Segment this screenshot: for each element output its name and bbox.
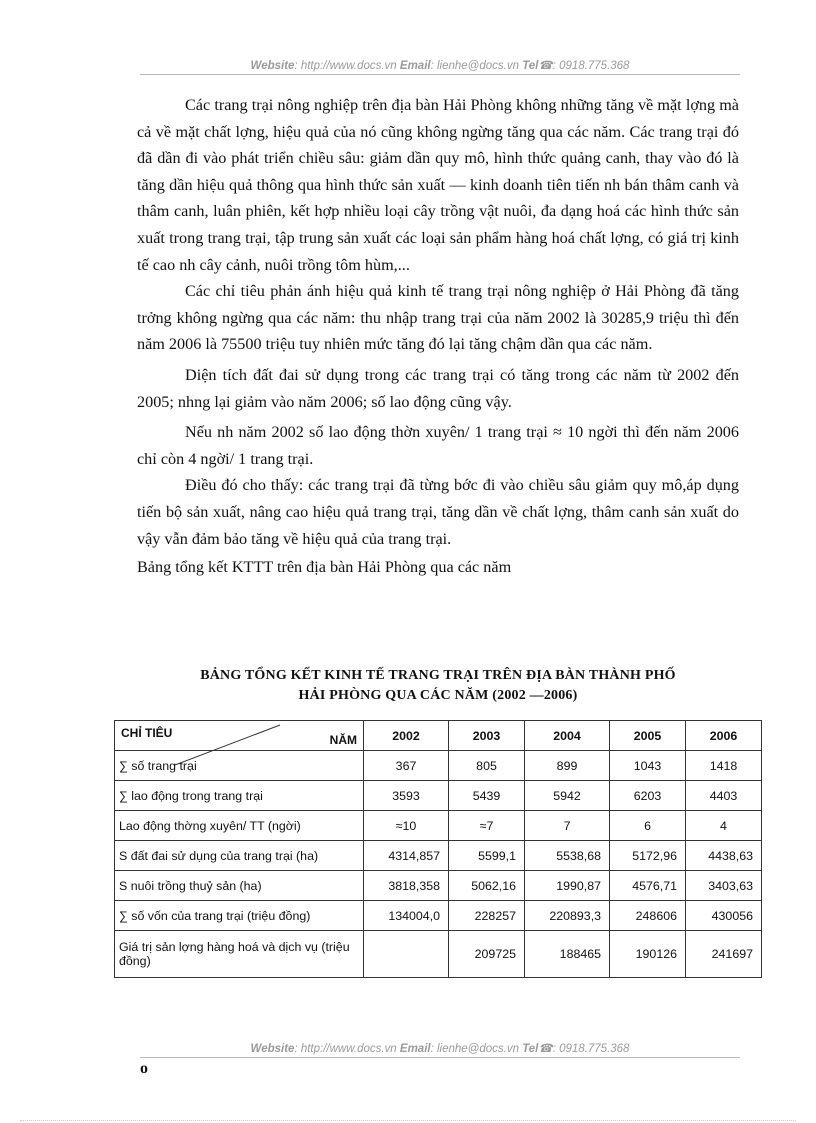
table-cell: 190126 (610, 931, 686, 978)
corner-top-label: CHỈ TIÊU (121, 726, 173, 740)
table-cell: 3593 (364, 781, 449, 811)
table-cell: 3403,63 (686, 871, 762, 901)
summary-table (114, 720, 762, 978)
table-row (115, 841, 762, 871)
header-rule (140, 74, 740, 75)
table-header-row (115, 721, 762, 751)
year-header: 2004 (525, 721, 610, 751)
table-cell: 209725 (449, 931, 525, 978)
corner-cell (115, 721, 364, 751)
table-cell: 430056 (686, 901, 762, 931)
table-cell: 4403 (686, 781, 762, 811)
tel-label: Tel (522, 1043, 539, 1055)
email-label: Email (399, 60, 431, 72)
table-cell: 1043 (610, 751, 686, 781)
year-header: 2006 (686, 721, 762, 751)
table-cell (364, 931, 449, 978)
website-value[interactable]: : http://www.docs.vn (294, 1043, 397, 1055)
table-cell: 899 (525, 751, 610, 781)
table-cell: 7 (525, 811, 610, 841)
table-title (137, 666, 739, 706)
table-cell: 134004,0 (364, 901, 449, 931)
table-cell: 5942 (525, 781, 610, 811)
table-row (115, 901, 762, 931)
table-cell: 241697 (686, 931, 762, 978)
email-value[interactable]: : lienhe@docs.vn (430, 60, 519, 72)
body-text (137, 92, 739, 581)
table-cell: ≈7 (449, 811, 525, 841)
table-cell: 5538,68 (525, 841, 610, 871)
row-label: S đất đai sử dụng của trang trại (ha) (115, 841, 364, 871)
table-cell: 5062,16 (449, 871, 525, 901)
table-cell: 220893,3 (525, 901, 610, 931)
row-label: S nuôi trồng thuỷ sản (ha) (115, 871, 364, 901)
table-cell: 6203 (610, 781, 686, 811)
email-value[interactable]: : lienhe@docs.vn (430, 1043, 519, 1055)
footer-rule (140, 1057, 740, 1058)
page-bottom-border (20, 1120, 796, 1121)
paragraph: Nếu nh năm 2002 số lao động thờn xuyên/ 1 trang trại ≈ 10 ngời thì đến năm 2006 chỉ còn 4 ngời/ 1 trang trại. (137, 423, 739, 468)
website-label: Website (250, 60, 295, 72)
tel-value: ☎: 0918.775.368 (538, 1043, 630, 1055)
table-cell: 4314,857 (364, 841, 449, 871)
page-header (140, 58, 740, 72)
paragraph: Các chỉ tiêu phản ánh hiệu quả kinh tế trang trại nông nghiệp ở Hải Phòng đã tăng trởng không ngừng qua các năm: thu nhập trang trại của năm 2002 là 30285,9 triệu thì đến năm 2006 là 75500 triệu tuy nhiên mức tăng đó lại tăng chậm dần qua các năm. (137, 282, 739, 354)
table-row (115, 781, 762, 811)
table-cell: 228257 (449, 901, 525, 931)
table-cell: 4438,63 (686, 841, 762, 871)
table-row (115, 931, 762, 978)
email-label: Email (399, 1043, 431, 1055)
table-cell: 805 (449, 751, 525, 781)
corner-bottom-label: NĂM (329, 733, 357, 747)
year-header: 2002 (364, 721, 449, 751)
table-cell: 5599,1 (449, 841, 525, 871)
row-label: ∑ lao động trong trang trại (115, 781, 364, 811)
paragraph: Các trang trại nông nghiệp trên địa bàn Hải Phòng không những tăng về mặt lợng mà cả về mặt chất lợng, hiệu quả của nó cũng không ngừng tăng qua các năm. Các trang trại đó đã dần đi vào phát triển chiều sâu: giảm dần quy mô, hình thức quảng canh, thay vào đó là tăng dần hiệu quả thông qua hình thức sản xuất — kinh doanh tiên tiến nh bán thâm canh và thâm canh, luân phiên, kết hợp nhiều loại cây trồng vật nuôi, đa dạng hoá các hình thức sản xuất trong trang trại, tập trung sản xuất các loại sản phẩm hàng hoá chất lợng, có giá trị kinh tế cao nh cây cảnh, nuôi trồng tôm hùm,... (137, 96, 739, 274)
row-label: ∑ số vốn của trang trại (triệu đồng) (115, 901, 364, 931)
paragraph: Điều đó cho thấy: các trang trại đã từng bớc đi vào chiều sâu giảm quy mô,áp dụng tiến bộ sản xuất, nâng cao hiệu quả trang trại, tăng dần về chất lợng, thâm canh sản xuất do vậy vẫn đảm bảo tăng về hiệu quả của trang trại. (137, 476, 739, 548)
table-row (115, 811, 762, 841)
year-header: 2005 (610, 721, 686, 751)
table-cell: 5172,96 (610, 841, 686, 871)
table-row (115, 871, 762, 901)
website-value[interactable]: : http://www.docs.vn (294, 60, 397, 72)
row-label: Giá trị sản lợng hàng hoá và dịch vụ (triệu đồng) (115, 931, 364, 978)
table-cell: 188465 (525, 931, 610, 978)
tel-value: ☎: 0918.775.368 (538, 60, 630, 72)
table-cell: 1418 (686, 751, 762, 781)
table-cell: 3818,358 (364, 871, 449, 901)
row-label: Lao động thờng xuyên/ TT (ngời) (115, 811, 364, 841)
table-cell: ≈10 (364, 811, 449, 841)
page-number: o (140, 1060, 148, 1077)
year-header: 2003 (449, 721, 525, 751)
page-footer (140, 1041, 740, 1055)
tel-label: Tel (522, 60, 539, 72)
table-cell: 4576,71 (610, 871, 686, 901)
table-cell: 5439 (449, 781, 525, 811)
website-label: Website (250, 1043, 295, 1055)
table-title-line2: HẢI PHÒNG QUA CÁC NĂM (2002 —2006) (298, 688, 578, 703)
table-caption: Bảng tổng kết KTTT trên địa bàn Hải Phòng qua các năm (137, 558, 512, 577)
paragraph: Diện tích đất đai sử dụng trong các trang trại có tăng trong các năm từ 2002 đến 2005; nhng lại giảm vào năm 2006; số lao động cũng vậy. (137, 365, 739, 411)
table-cell: 367 (364, 751, 449, 781)
table-cell: 4 (686, 811, 762, 841)
row-label: ∑ số trang trại (115, 751, 364, 781)
table-title-line1: BẢNG TỔNG KẾT KINH TẾ TRANG TRẠI TRÊN ĐỊA BÀN THÀNH PHỐ (200, 668, 676, 683)
table-cell: 6 (610, 811, 686, 841)
table-cell: 248606 (610, 901, 686, 931)
table-cell: 1990,87 (525, 871, 610, 901)
